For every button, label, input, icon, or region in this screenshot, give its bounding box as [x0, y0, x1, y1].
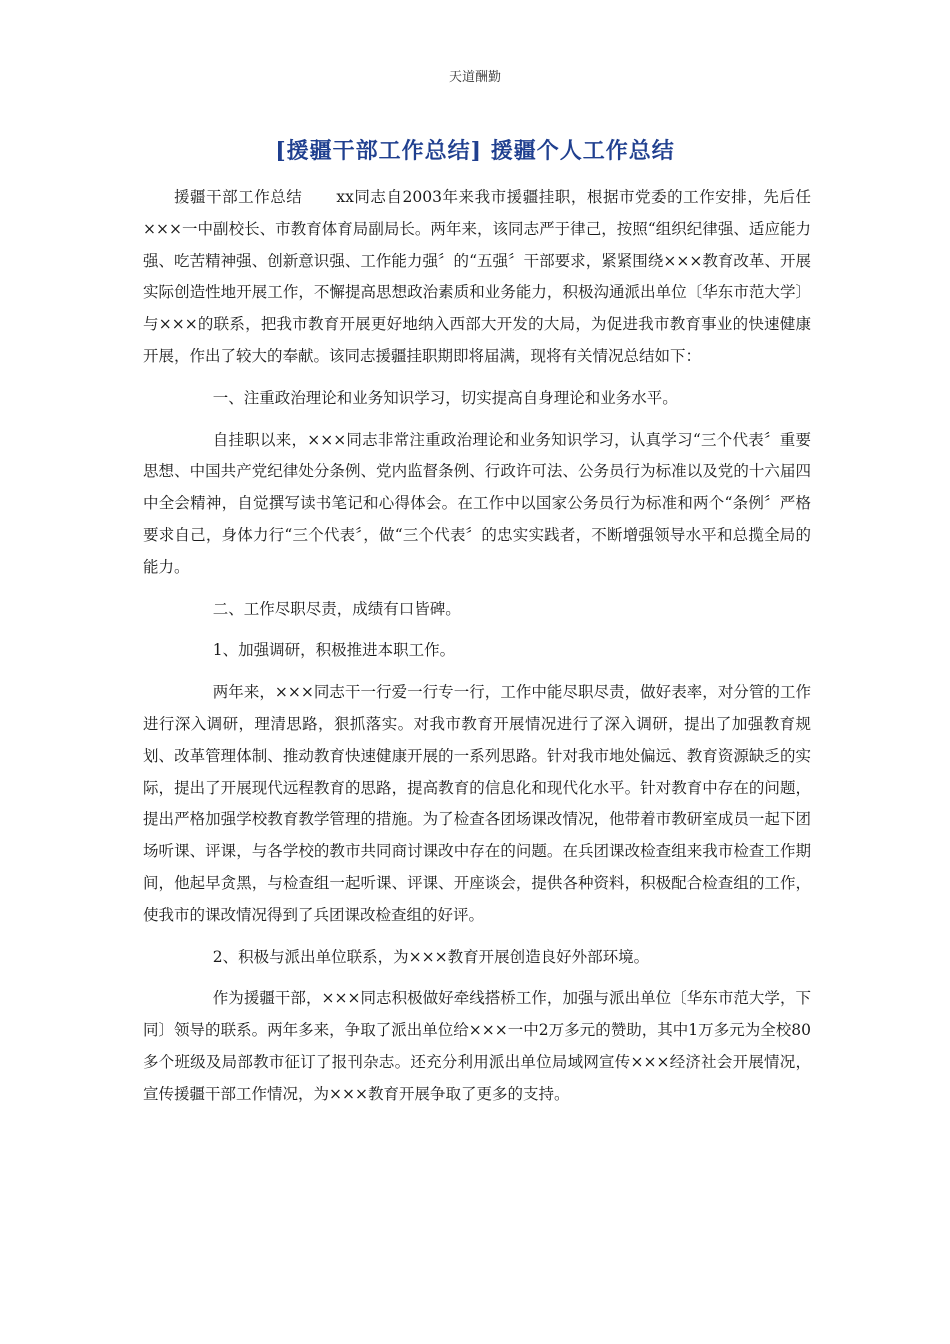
document-body — [143, 182, 811, 1111]
paragraph: 作为援疆干部，×××同志积极做好牵线搭桥工作，加强与派出单位〔华东市范大学，下同〕领导的联系。两年多来，争取了派出单位给×××一中2万多元的赞助，其中1万多元为全校80多个班级及局部教市征订了报刊杂志。还充分利用派出单位局域网宣传×××经济社会开展情况，宣传援疆干部工作情况，为×××教育开展争取了更多的支持。 — [143, 989, 811, 1103]
paragraph: 两年来，×××同志干一行爱一行专一行，工作中能尽职尽责，做好表率，对分管的工作进行深入调研，理清思路，狠抓落实。对我市教育开展情况进行了深入调研，提出了加强教育规划、改革管理体制、推动教育快速健康开展的一系列思路。针对我市地处偏远、教育资源缺乏的实际，提出了开展现代远程教育的思路，提高教育的信息化和现代化水平。针对教育中存在的问题，提出严格加强学校教育教学管理的措施。为了检查各团场课改情况，他带着市教研室成员一起下团场听课、评课，与各学校的教市共同商讨课改中存在的问题。在兵团课改检查组来我市检查工作期间，他起早贪黑，与检查组一起听课、评课、开座谈会，提供各种资料，积极配合检查组的工作，使我市的课改情况得到了兵团课改检查组的好评。 — [143, 683, 811, 924]
subsection-heading: 2、积极与派出单位联系，为×××教育开展创造良好外部环境。 — [212, 947, 650, 966]
section-heading: 二、工作尽职尽责，成绩有口皆碑。 — [212, 599, 461, 618]
paragraph-text: xx同志自2003年来我市援疆挂职，根据市党委的工作安排，先后任×××一中副校长、市教育体育局副局长。两年来，该同志严于律己，按照“组织纪律强、适应能力强、吃苦精神强、创新意识强、工作能力强〞的“五强〞干部要求，紧紧围绕×××教育改革、开展实际创造性地开展工作，不懈提高思想政治素质和业务能力，积极沟通派出单位〔华东市范大学〕与×××的联系，把我市教育开展更好地纳入西部大开发的大局，为促进我市教育事业的快速健康开展，作出了较大的奉献。该同志援疆挂职期即将届满，现将有关情况总结如下： — [143, 188, 811, 365]
paragraph-intro — [143, 182, 811, 373]
page-header: 天道酬勤 — [448, 70, 501, 85]
section-heading: 一、注重政治理论和业务知识学习，切实提高自身理论和业务水平。 — [212, 388, 678, 407]
intro-label: 援疆干部工作总结 — [174, 188, 303, 206]
document-title: [援疆干部工作总结] 援疆个人工作总结 — [275, 138, 675, 164]
subsection-heading: 1、加强调研，积极推进本职工作。 — [212, 641, 456, 660]
paragraph: 自挂职以来，×××同志非常注重政治理论和业务知识学习，认真学习“三个代表〞重要思想、中国共产党纪律处分条例、党内监督条例、行政许可法、公务员行为标准以及党的十六届四中全会精神，自觉撰写读书笔记和心得体会。在工作中以国家公务员行为标准和两个“条例〞严格要求自己，身体力行“三个代表〞，做“三个代表〞的忠实实践者，不断增强领导水平和总揽全局的能力。 — [143, 430, 811, 576]
